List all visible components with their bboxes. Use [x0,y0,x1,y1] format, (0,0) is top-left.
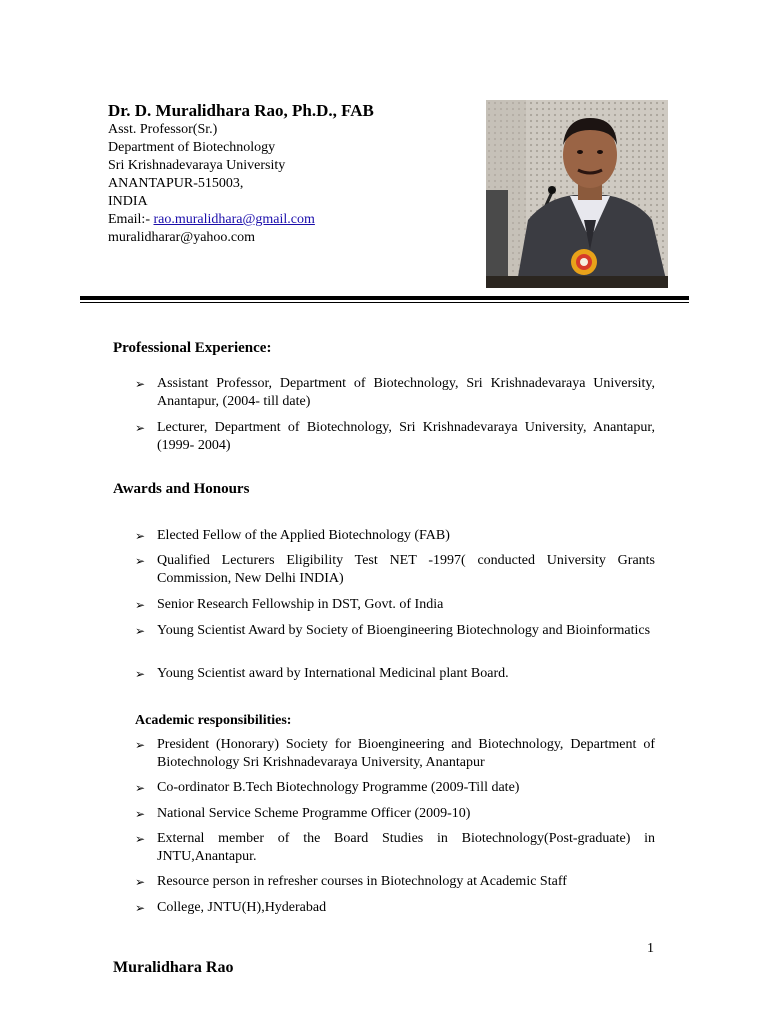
email-label: Email:- [108,212,154,227]
list-item-text: Qualified Lecturers Eligibility Test NET -1997( conducted University Grants Commission, New Delhi INDIA) [157,553,655,586]
list-item [135,899,655,917]
bullet-arrow-icon: ➢ [135,529,146,543]
bullet-arrow-icon: ➢ [135,624,146,638]
list-item [135,596,655,614]
list-item [135,736,655,772]
list-item [135,419,655,455]
list-item-text: Assistant Professor, Department of Biotechnology, Sri Krishnadevaraya University, Anantapur, (2004- till date) [157,376,655,409]
list-item-text: Young Scientist Award by Society of Bioengineering Biotechnology and Bioinformatics [157,623,651,638]
list-item-text: Senior Research Fellowship in DST, Govt. of India [157,597,444,612]
list-item [135,665,655,683]
list-item [135,779,655,797]
email-secondary: muralidharar@yahoo.com [108,230,256,245]
page-number: 1 [647,941,654,956]
list-item [135,375,655,411]
bullet-arrow-icon: ➢ [135,598,146,612]
university: Sri Krishnadevaraya University [108,158,286,173]
list-item [135,622,655,640]
bullet-arrow-icon: ➢ [135,901,146,915]
list-item [135,552,655,588]
bullet-arrow-icon: ➢ [135,807,146,821]
profile-photo [486,100,668,288]
list-item [135,527,655,545]
list-item-text: Lecturer, Department of Biotechnology, Sri Krishnadevaraya University, Anantapur, (1999- 2004) [157,420,655,453]
bullet-arrow-icon: ➢ [135,421,146,435]
bullet-arrow-icon: ➢ [135,667,146,681]
city: ANANTAPUR-515003, [108,176,244,191]
designation: Asst. Professor(Sr.) [108,122,218,137]
list-item-text: National Service Scheme Programme Officer (2009-10) [157,806,471,821]
email-line [108,211,315,229]
header-rule-thick [80,296,689,300]
list-item [135,805,655,823]
bullet-arrow-icon: ➢ [135,832,146,846]
list-item-text: President (Honorary) Society for Bioengineering and Biotechnology, Department of Biotechnology Sri Krishnadevaraya University, Anantapur [157,737,655,770]
header-rule-thin [80,302,689,303]
bullet-arrow-icon: ➢ [135,875,146,889]
footer-name: Muralidhara Rao [113,959,234,976]
bullet-arrow-icon: ➢ [135,738,146,752]
bullet-arrow-icon: ➢ [135,554,146,568]
list-item-text: Resource person in refresher courses in Biotechnology at Academic Staff [157,874,567,889]
bullet-arrow-icon: ➢ [135,377,146,391]
list-item [135,830,655,866]
experience-heading: Professional Experience: [113,340,272,356]
email-primary-link[interactable]: rao.muralidhara@gmail.com [153,212,315,227]
country: INDIA [108,194,148,209]
person-name: Dr. D. Muralidhara Rao, Ph.D., FAB [108,101,374,120]
list-item-text: Co-ordinator B.Tech Biotechnology Programme (2009-Till date) [157,780,520,795]
list-item-text: College, JNTU(H),Hyderabad [157,900,327,915]
department: Department of Biotechnology [108,140,276,155]
bullet-arrow-icon: ➢ [135,781,146,795]
awards-heading: Awards and Honours [113,481,250,497]
list-item-text: External member of the Board Studies in Biotechnology(Post-graduate) in JNTU,Anantapur. [157,831,655,864]
academic-heading: Academic responsibilities: [135,713,292,728]
list-item-text: Young Scientist award by International Medicinal plant Board. [157,666,509,681]
list-item-text: Elected Fellow of the Applied Biotechnology (FAB) [157,528,450,543]
list-item [135,873,655,891]
